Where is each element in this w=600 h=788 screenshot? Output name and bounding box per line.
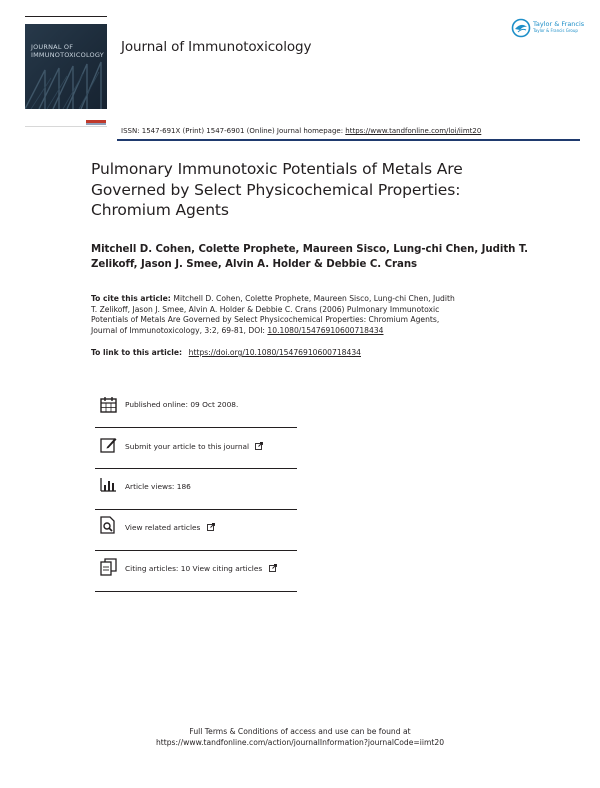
- journal-cover-image: [25, 24, 107, 109]
- row-divider: [95, 509, 297, 510]
- issn-line: [121, 127, 481, 135]
- row-divider: [95, 468, 297, 469]
- row-divider: [95, 591, 297, 592]
- issn-text: ISSN: 1547-691X (Print) 1547-6901 (Online) Journal homepage:: [121, 127, 346, 135]
- search-document-icon: [100, 516, 117, 534]
- row-divider: [95, 427, 297, 428]
- cover-pattern: [25, 58, 107, 109]
- submit-article-link[interactable]: Submit your article to this journal: [125, 442, 263, 451]
- edit-icon: [100, 436, 117, 453]
- article-doi-url[interactable]: https://doi.org/10.1080/15476910600718434: [188, 348, 361, 357]
- header-rule: [117, 139, 580, 141]
- article-authors: Mitchell D. Cohen, Colette Prophete, Maureen Sisco, Lung-chi Chen, Judith T. Zelikoff, Jason J. Smee, Alvin A. Holder & Debbie C. Crans: [91, 244, 529, 270]
- external-link-icon: [207, 523, 215, 531]
- publisher-logo[interactable]: [511, 16, 587, 40]
- publisher-badge-icon: [86, 118, 106, 127]
- external-link-icon: [269, 564, 277, 572]
- homepage-link[interactable]: https://www.tandfonline.com/loi/iimt20: [345, 127, 482, 135]
- published-online: Published online: 09 Oct 2008.: [125, 400, 239, 409]
- view-citing-articles[interactable]: Citing articles: 10 View citing articles: [125, 564, 277, 573]
- article-link-line: [91, 348, 361, 358]
- cover-top-rule: [25, 16, 107, 17]
- logo-line1: Taylor & Francis: [533, 20, 585, 28]
- footer-url[interactable]: https://www.tandfonline.com/action/journalInformation?journalCode=iimt20: [155, 737, 445, 747]
- logo-line2: Taylor & Francis Group: [533, 28, 578, 33]
- citation-block: To cite this article: Mitchell D. Cohen, Colette Prophete, Maureen Sisco, Lung-chi Chen, Judith T. Zelikoff, Jason J. Smee, Alvin A. Holder & Debbie C. Crans (2006) Pulmonary Immunotoxic Potentials of Metals Are Governed by Select Physicochemical Properties: Chromium Agents, Journal of Immunotoxicology, 3:2, 69-81, DOI: 10.1080/15476910600718434: [91, 294, 455, 335]
- cite-label: To cite this article:: [91, 294, 174, 303]
- external-link-icon: [255, 442, 263, 450]
- footer: [0, 727, 600, 748]
- article-views: Article views: 186: [125, 482, 191, 491]
- footer-terms: Full Terms & Conditions of access and use can be found at: [189, 727, 411, 736]
- cover-title: JOURNAL OF IMMUNOTOXICOLOGY: [31, 43, 104, 59]
- doi-link[interactable]: 10.1080/15476910600718434: [267, 325, 384, 335]
- calendar-icon: [100, 396, 117, 413]
- view-related-articles[interactable]: View related articles: [125, 523, 215, 532]
- citing-documents-icon: [100, 558, 118, 576]
- row-divider: [95, 550, 297, 551]
- bar-chart-icon: [100, 477, 117, 492]
- link-label: To link to this article:: [91, 348, 185, 357]
- journal-title[interactable]: Journal of Immunotoxicology: [121, 39, 312, 55]
- article-title[interactable]: Pulmonary Immunotoxic Potentials of Metals Are Governed by Select Physicochemical Properties: Chromium Agents: [91, 160, 463, 219]
